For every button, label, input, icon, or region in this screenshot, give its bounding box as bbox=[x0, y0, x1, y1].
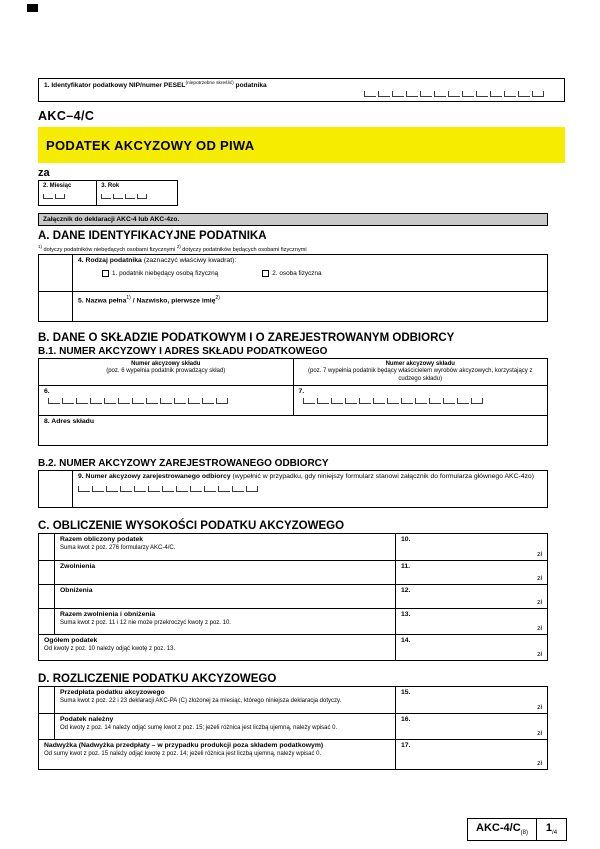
footer-page-current: 1 bbox=[545, 822, 553, 834]
field-8-cell[interactable] bbox=[39, 416, 547, 445]
month-label: 2. Miesiąc bbox=[43, 183, 72, 189]
field-1-label-sup: (niepotrzebne skreślić) bbox=[185, 81, 234, 86]
row-10-desc: Suma kwot z poz. 276 formularzy AKC-4/C. bbox=[60, 545, 176, 552]
field-4-cell bbox=[73, 255, 547, 291]
field-4-spacer bbox=[39, 255, 73, 291]
form-title: PODATEK AKCYZOWY OD PIWA bbox=[46, 137, 255, 153]
field-5-label-p1: 5. Nazwa pełna bbox=[78, 297, 127, 305]
section-a-table bbox=[38, 254, 548, 322]
section-c-title: C. OBLICZENIE WYSOKOŚCI PODATKU AKCYZOWEGO bbox=[38, 520, 345, 533]
field-11-value-cell[interactable] bbox=[395, 561, 547, 584]
year-comb-input[interactable] bbox=[101, 194, 173, 199]
field-1-label-main: 1. Identyfikator podatkowy NIP/numer PESEL bbox=[44, 82, 186, 90]
field-12-number: 12. bbox=[401, 587, 411, 595]
field-10-unit: zł bbox=[537, 551, 542, 559]
section-b2-table bbox=[38, 470, 548, 508]
row-14-label-cell bbox=[39, 635, 395, 660]
field-12-value-cell[interactable] bbox=[395, 585, 547, 608]
footer-form-code-version: (8) bbox=[520, 830, 528, 837]
row-15-desc: Suma kwot z poz. 22 i 23 deklaracji AKC-PA (C) złożonej za miesiąc, którego niniejsza deklaracja dotyczy. bbox=[60, 698, 342, 705]
field-5-cell[interactable] bbox=[73, 292, 547, 321]
b1-col2-header bbox=[293, 359, 548, 386]
field-5-row bbox=[39, 291, 547, 321]
field-7-comb-input[interactable] bbox=[303, 398, 543, 404]
field-6-comb-input[interactable] bbox=[48, 398, 288, 404]
row-14-title: Ogółem podatek bbox=[44, 637, 98, 645]
table-row bbox=[39, 534, 547, 560]
row-17-label-cell bbox=[39, 740, 395, 769]
field-14-value-cell[interactable] bbox=[395, 635, 547, 660]
field-13-value-cell[interactable] bbox=[395, 609, 547, 634]
field-9-label-bold: 9. Numer akcyzowy zarejestrowanego odbiorcy bbox=[78, 473, 233, 481]
field-15-unit: zł bbox=[537, 704, 542, 712]
table-row bbox=[39, 584, 547, 608]
za-label: za bbox=[38, 167, 50, 179]
field-5-spacer bbox=[39, 292, 73, 321]
row-11-label-cell bbox=[55, 561, 395, 584]
field-4-row bbox=[39, 255, 547, 291]
field-13-unit: zł bbox=[537, 625, 542, 633]
table-row bbox=[39, 739, 547, 769]
row-12-title: Obniżenia bbox=[60, 587, 93, 595]
field-5-sup2: 2) bbox=[215, 294, 220, 301]
checkbox-individual[interactable] bbox=[262, 270, 269, 277]
field-14-unit: zł bbox=[537, 651, 542, 659]
field-14-number: 14. bbox=[401, 637, 411, 645]
field-6-cell[interactable] bbox=[39, 386, 293, 415]
row-spacer bbox=[39, 585, 55, 608]
section-d-title: D. ROZLICZENIE PODATKU AKCYZOWEGO bbox=[38, 673, 277, 686]
row-16-desc: Od kwoty z poz. 14 należy odjąć sumę kwot z poz. 15; jeżeli różnica jest liczbą ujemną, należy wpisać 0. bbox=[60, 725, 338, 732]
section-b2-title: B.2. NUMER AKCYZOWY ZAREJESTROWANEGO ODBIORCY bbox=[38, 458, 329, 470]
option-individual-label: 2. osoba fizyczna bbox=[272, 269, 322, 277]
row-16-label-cell bbox=[55, 714, 395, 739]
b1-header-row bbox=[39, 359, 547, 386]
b1-col1-header-line1: Numer akcyzowy składu bbox=[131, 360, 201, 367]
field-5-label-p2: / Nazwisko, pierwsze imię bbox=[130, 297, 216, 305]
period-box bbox=[38, 180, 178, 206]
form-code-heading: AKC–4/C bbox=[38, 109, 95, 123]
field-5-sup1: 1) bbox=[126, 294, 131, 301]
row-10-label-cell bbox=[55, 534, 395, 560]
note1-marker: 1) bbox=[38, 244, 42, 249]
field-16-unit: zł bbox=[537, 730, 542, 738]
option-non-individual[interactable] bbox=[102, 270, 218, 277]
row-spacer bbox=[39, 687, 55, 713]
b1-col2-header-line1: Numer akcyzowy składu bbox=[385, 360, 455, 367]
option-non-individual-label: 1. podatnik niebędący osobą fizyczną bbox=[112, 269, 219, 277]
field-16-number: 16. bbox=[401, 716, 411, 724]
field-15-number: 15. bbox=[401, 689, 411, 697]
checkbox-non-individual[interactable] bbox=[102, 270, 109, 277]
field-15-value-cell[interactable] bbox=[395, 687, 547, 713]
row-10-title: Razem obliczony podatek bbox=[60, 536, 144, 544]
row-17-desc: Od sumy kwot z poz. 15 należy odjąć kwotę z poz. 14; jeżeli różnica jest liczbą ujemną, należy wpisać 0. bbox=[44, 751, 322, 758]
month-comb-input[interactable] bbox=[43, 194, 92, 199]
row-14-desc: Od kwoty z poz. 10 należy odjąć kwotę z poz. 13. bbox=[44, 646, 176, 653]
option-individual[interactable] bbox=[262, 270, 321, 277]
b1-col2-header-line2: (poz. 7 wypełnia podatnik będący właścicielem wyrobów akcyzowych, korzystający z cudzego składu) bbox=[308, 368, 533, 382]
attachment-note-bar: Załącznik do deklaracji AKC-4 lub AKC-4zo. bbox=[38, 213, 548, 226]
row-11-title: Zwolnienia bbox=[60, 563, 96, 571]
field-9-spacer bbox=[39, 471, 73, 507]
field-13-number: 13. bbox=[401, 611, 411, 619]
field-5-label bbox=[78, 294, 542, 305]
row-15-title: Przedpłata podatku akcyzowego bbox=[60, 689, 165, 697]
footer-page-total: /4 bbox=[552, 830, 558, 837]
field-1-nip-pesel bbox=[38, 78, 565, 102]
b1-col1-header-line2: (poz. 6 wypełnia podatnik prowadzący skład) bbox=[106, 368, 226, 375]
row-spacer bbox=[39, 561, 55, 584]
section-b1-title: B.1. NUMER AKCYZOWY I ADRES SKŁADU PODATKOWEGO bbox=[38, 345, 328, 357]
field-17-unit: zł bbox=[537, 760, 542, 768]
table-row bbox=[39, 560, 547, 584]
row-13-desc: Suma kwot z poz. 11 i 12 nie może przekroczyć kwoty z poz. 10. bbox=[60, 620, 231, 627]
field-6-number: 6. bbox=[44, 388, 50, 396]
field-10-value-cell[interactable] bbox=[395, 534, 547, 560]
row-16-title: Podatek należny bbox=[60, 716, 114, 724]
field-9-cell[interactable] bbox=[73, 471, 547, 507]
b1-col1-header bbox=[39, 359, 293, 386]
field-12-unit: zł bbox=[537, 599, 542, 607]
registration-mark bbox=[27, 4, 38, 12]
footer-page-number bbox=[537, 818, 567, 841]
field-8-row bbox=[39, 415, 547, 445]
b1-number-row bbox=[39, 385, 547, 415]
nip-pesel-comb-input[interactable] bbox=[364, 91, 544, 97]
field-10-number: 10. bbox=[401, 536, 411, 544]
table-row bbox=[39, 634, 547, 660]
section-c-table bbox=[38, 533, 548, 661]
field-8-label: 8. Adres składu bbox=[44, 418, 94, 426]
field-1-label-suffix: podatnika bbox=[233, 82, 267, 90]
field-11-number: 11. bbox=[401, 563, 411, 571]
field-11-unit: zł bbox=[537, 575, 542, 583]
note2-marker: 2) bbox=[176, 244, 181, 249]
field-9-label-normal: (wypełnić w przypadku, gdy niniejszy formularz stanowi załącznik do formularza głównego AKC-4zo) bbox=[232, 473, 534, 481]
field-16-value-cell[interactable] bbox=[395, 714, 547, 739]
field-17-number: 17. bbox=[401, 742, 411, 750]
row-spacer bbox=[39, 609, 55, 634]
year-label: 3. Rok bbox=[101, 183, 120, 189]
section-b-title: B. DANE O SKŁADZIE PODATKOWYM I O ZAREJESTROWANYM ODBIORCY bbox=[38, 331, 455, 344]
field-4-label-normal: (zaznaczyć właściwy kwadrat): bbox=[143, 256, 237, 264]
field-9-label bbox=[78, 473, 542, 481]
table-row bbox=[39, 608, 547, 634]
field-7-number: 7. bbox=[298, 388, 305, 396]
section-b1-table bbox=[38, 358, 548, 447]
section-a-title: A. DANE IDENTYFIKACYJNE PODATNIKA bbox=[38, 230, 267, 242]
section-a-footnotes bbox=[38, 243, 565, 254]
row-17-title: Nadwyżka (Nadwyżka przedpłaty – w przypadku produkcji poza składem podatkowym) bbox=[44, 742, 324, 750]
table-row bbox=[39, 713, 547, 739]
footer bbox=[467, 818, 567, 841]
row-13-label-cell bbox=[55, 609, 395, 634]
field-9-row bbox=[39, 471, 547, 507]
footer-form-code-text: AKC-4/C bbox=[476, 822, 521, 834]
note1-text: dotyczy podatników niebędących osobami fizycznymi bbox=[41, 246, 177, 253]
field-4-options bbox=[102, 270, 542, 277]
field-17-value-cell[interactable] bbox=[395, 740, 547, 769]
table-row bbox=[39, 687, 547, 713]
note2-text: dotyczy podatników będących osobami fizycznymi bbox=[180, 246, 307, 253]
footer-form-code bbox=[467, 818, 537, 841]
field-3-year[interactable] bbox=[96, 181, 177, 205]
field-4-label bbox=[78, 257, 542, 265]
field-1-label bbox=[44, 81, 559, 89]
row-spacer bbox=[39, 714, 55, 739]
field-4-label-bold: 4. Rodzaj podatnika bbox=[78, 256, 144, 264]
row-13-title: Razem zwolnienia i obniżenia bbox=[60, 611, 156, 619]
row-12-label-cell bbox=[55, 585, 395, 608]
field-2-month[interactable] bbox=[39, 181, 96, 205]
row-spacer bbox=[39, 534, 55, 560]
field-7-cell[interactable] bbox=[293, 386, 548, 415]
title-band bbox=[38, 127, 565, 163]
row-15-label-cell bbox=[55, 687, 395, 713]
section-d-table bbox=[38, 686, 548, 770]
field-9-comb-input[interactable] bbox=[78, 486, 542, 492]
